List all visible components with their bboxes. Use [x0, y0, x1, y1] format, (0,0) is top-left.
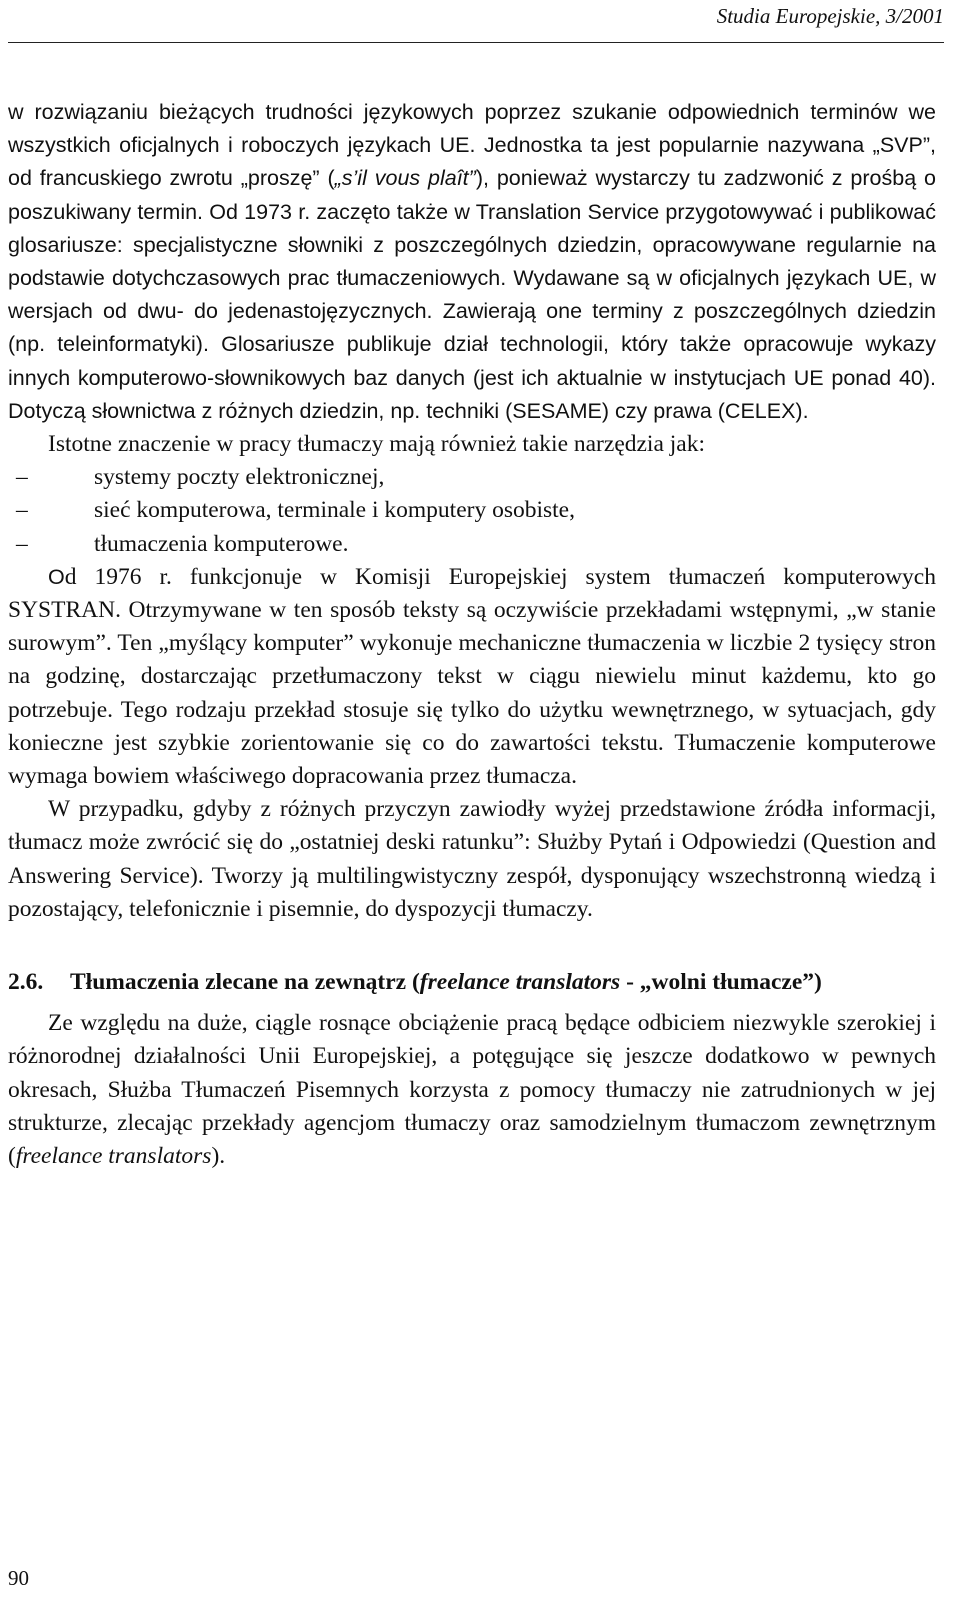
- section-title: [70, 966, 936, 999]
- paragraph-freelance-text-2: ).: [211, 1143, 226, 1170]
- dash-bullet: –: [16, 464, 28, 491]
- paragraph-systran: [8, 561, 936, 793]
- section-number: 2.6.: [8, 969, 44, 996]
- dash-bullet: –: [16, 530, 28, 557]
- paragraph-systran-text: d 1976 r. funkcjonuje w Komisji Europejskiej system tłumaczeń komputerowych SYSTRAN. Otrzymywane w ten sposób teksty są oczywiście przekładami wstępnymi, „w stanie surowym”. Ten „myślący komputer” wykonuje mechaniczne tłumaczenia w liczbie 2 tysięcy stron na godzinę, dostarczając przetłumaczony tekst w ciągu niewielu minut każdemu, kto go potrzebuje. Tego rodzaju przekład stosuje się tylko do użytku wewnętrznego, w sytuacjach, gdy konieczne jest szybkie zorientowanie się co do zawartości tekstu. Tłumaczenie komputerowe wymaga bowiem właściwego dopracowania przez tłumacza.: [8, 563, 936, 790]
- paragraph-freelance: [8, 1007, 936, 1173]
- tools-intro: Istotne znaczenie w pracy tłumaczy mają również takie narzędzia jak:: [48, 431, 706, 458]
- french-phrase: „s’il vous plaît”: [334, 166, 476, 191]
- running-header: [8, 0, 944, 43]
- paragraph-glossaries-text-2: ), ponieważ wystarczy tu zadzwonić z prośbą o poszukiwany termin. Od 1973 r. zaczęto także w Translation Service przygotowywać i publikować glosariusze: specjalistyczne słowniki z poszczególnych dziedzin, opracowywane regularnie na podstawie dotychczasowych prac tłumaczeniowych. Wydawane są w oficjalnych językach UE, w wersjach od dwu- do jedenastojęzycznych. Zawierają one terminy z poszczególnych dziedzin (np. teleinformatyki). Glosariusze publikuje dział technologii, który także opracowuje wykazy innych komputerowo-słownikowych baz danych (jest ich aktualnie w instytucjach UE ponad 40). Dotyczą słownictwa z różnych dziedzin, np. techniki (SESAME) czy prawa (CELEX).: [8, 166, 936, 423]
- paragraph-freelance-text-1: Ze względu na duże, ciągle rosnące obciążenie pracą będące odbiciem niezwykle szerokiej i różnorodnej działalności Unii Europejskiej, a potęgujące się jeszcze dodatkowo w pewnych okresach, Służba Tłumaczeń Pisemnych korzysta z pomocy tłumaczy nie zatrudnionych w jej strukturze, zlecając przekłady agencjom tłumaczy oraz samodzielnym tłumaczom zewnętrznym (: [8, 1010, 936, 1170]
- list-item-text: tłumaczenia komputerowe.: [94, 530, 349, 557]
- section-title-italic: freelance translators: [419, 969, 621, 996]
- list-item: [8, 461, 936, 494]
- paragraph-question-service: W przypadku, gdyby z różnych przyczyn zawiodły wyżej przedstawione źródła informacji, tłumacz może zwrócić się do „ostatniej deski ratunku”: Służby Pytań i Odpowiedzi (Question and Answering Service). Tworzy ją multilingwistyczny zespół, dysponujący wszechstronną wiedzą i pozostający, telefonicznie i pisemnie, do dyspozycji tłumaczy.: [8, 796, 936, 922]
- list-item: [8, 494, 936, 527]
- list-item: [8, 528, 936, 561]
- section-title-part-2: - „wolni tłumacze”): [620, 969, 822, 996]
- paragraph-glossaries: [8, 96, 936, 428]
- body-text: [8, 96, 936, 1173]
- journal-title: Studia Europejskie, 3/2001: [716, 4, 944, 28]
- paragraph-systran-lead: O: [48, 564, 65, 589]
- list-item-text: sieć komputerowa, terminale i komputery osobiste,: [94, 497, 575, 524]
- section-title-part-1: Tłumaczenia zlecane na zewnątrz (: [70, 969, 420, 996]
- tools-list: [8, 461, 936, 561]
- freelance-term: freelance translators: [15, 1143, 212, 1170]
- list-item-text: systemy poczty elektronicznej,: [94, 464, 385, 491]
- section-heading: [8, 966, 936, 999]
- paragraph-glossaries-text-1: w rozwiązaniu bieżących trudności językowych poprzez szukanie odpowiednich terminów we wszystkich oficjalnych i roboczych językach UE. Jednostka ta jest popularnie nazywana „SVP”, od francuskiego zwrotu „proszę” (: [8, 100, 936, 191]
- page-number: 90: [8, 1566, 29, 1590]
- dash-bullet: –: [16, 497, 28, 524]
